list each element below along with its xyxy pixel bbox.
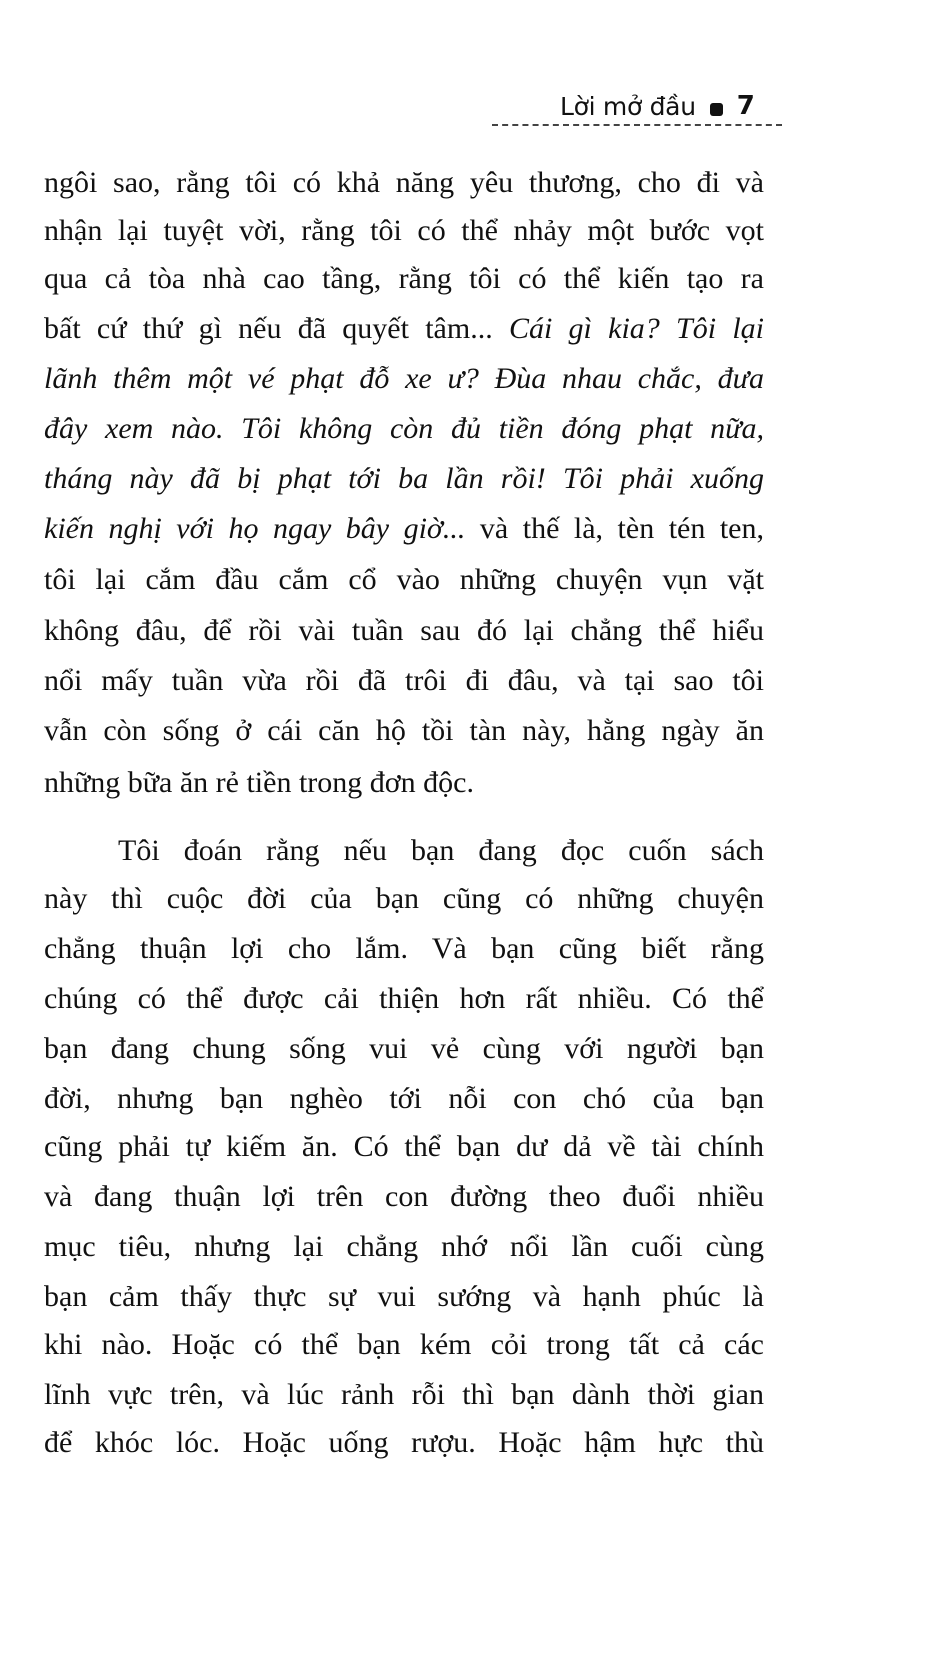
text-line xyxy=(44,506,764,552)
text-line xyxy=(44,208,764,254)
text-span: và thế là, tèn tén ten, xyxy=(465,512,764,545)
italic-text: tháng này đã bị phạt tới ba lần rồi! Tôi phải xuống xyxy=(44,462,764,495)
text-line xyxy=(44,406,764,452)
italic-text: lãnh thêm một vé phạt đỗ xe ư? Đùa nhau chắc, đưa xyxy=(44,362,764,395)
running-title: Lời mở đầu xyxy=(560,91,696,121)
text-span: những bữa ăn rẻ tiền trong đơn độc. xyxy=(44,766,474,799)
text-line: chúng có thể được cải thiện hơn rất nhiều. Có thể xyxy=(44,982,764,1015)
text-line: cũng phải tự kiếm ăn. Có thể bạn dư dả về tài chính xyxy=(44,1130,764,1163)
text-span: bất cứ thứ gì nếu đã quyết tâm... xyxy=(44,312,509,345)
text-line: chẳng thuận lợi cho lắm. Và bạn cũng biết rằng xyxy=(44,932,764,965)
text-line: và đang thuận lợi trên con đường theo đuổi nhiều xyxy=(44,1180,764,1213)
text-line: khi nào. Hoặc có thể bạn kém cỏi trong tất cả các xyxy=(44,1328,764,1361)
italic-text: kiến nghị với họ ngay bây giờ... xyxy=(44,512,466,545)
text-line: lĩnh vực trên, và lúc rảnh rỗi thì bạn dành thời gian xyxy=(44,1378,764,1411)
italic-text: Cái gì kia? Tôi lại xyxy=(508,312,764,345)
text-span: nhận lại tuyệt vời, rằng tôi có thể nhảy một bước vọt xyxy=(44,214,764,247)
text-span: qua cả tòa nhà cao tầng, rằng tôi có thể kiến tạo ra xyxy=(44,262,764,295)
running-header xyxy=(560,88,780,124)
text-line xyxy=(44,557,764,603)
text-line: Tôi đoán rằng nếu bạn đang đọc cuốn sách xyxy=(118,834,764,867)
text-line xyxy=(44,306,764,352)
text-span: không đâu, để rồi vài tuần sau đó lại chẳng thể hiểu xyxy=(44,614,764,647)
text-line xyxy=(44,256,764,302)
text-line: để khóc lóc. Hoặc uống rượu. Hoặc hậm hực thù xyxy=(44,1426,764,1459)
header-dashed-rule xyxy=(492,124,782,126)
text-line: bạn cảm thấy thực sự vui sướng và hạnh phúc là xyxy=(44,1280,764,1313)
text-line: bạn đang chung sống vui vẻ cùng với người bạn xyxy=(44,1032,764,1065)
text-line xyxy=(44,608,764,654)
text-line xyxy=(44,356,764,402)
text-line: này thì cuộc đời của bạn cũng có những chuyện xyxy=(44,882,764,915)
text-line: mục tiêu, nhưng lại chẳng nhớ nổi lần cuối cùng xyxy=(44,1230,764,1263)
text-line: đời, nhưng bạn nghèo tới nỗi con chó của bạn xyxy=(44,1082,764,1115)
text-span: vẫn còn sống ở cái căn hộ tồi tàn này, hằng ngày ăn xyxy=(44,714,764,747)
page-number: 7 xyxy=(736,91,755,121)
italic-text: đây xem nào. Tôi không còn đủ tiền đóng phạt nữa, xyxy=(44,412,764,445)
square-bullet-icon xyxy=(710,103,723,116)
text-line xyxy=(44,456,764,502)
text-line xyxy=(44,760,764,806)
text-span: nổi mấy tuần vừa rồi đã trôi đi đâu, và tại sao tôi xyxy=(44,664,764,697)
text-line xyxy=(44,160,764,206)
text-span: tôi lại cắm đầu cắm cổ vào những chuyện vụn vặt xyxy=(44,563,764,596)
text-line xyxy=(44,708,764,754)
text-line xyxy=(44,658,764,704)
text-span: ngôi sao, rằng tôi có khả năng yêu thương, cho đi và xyxy=(44,166,764,199)
